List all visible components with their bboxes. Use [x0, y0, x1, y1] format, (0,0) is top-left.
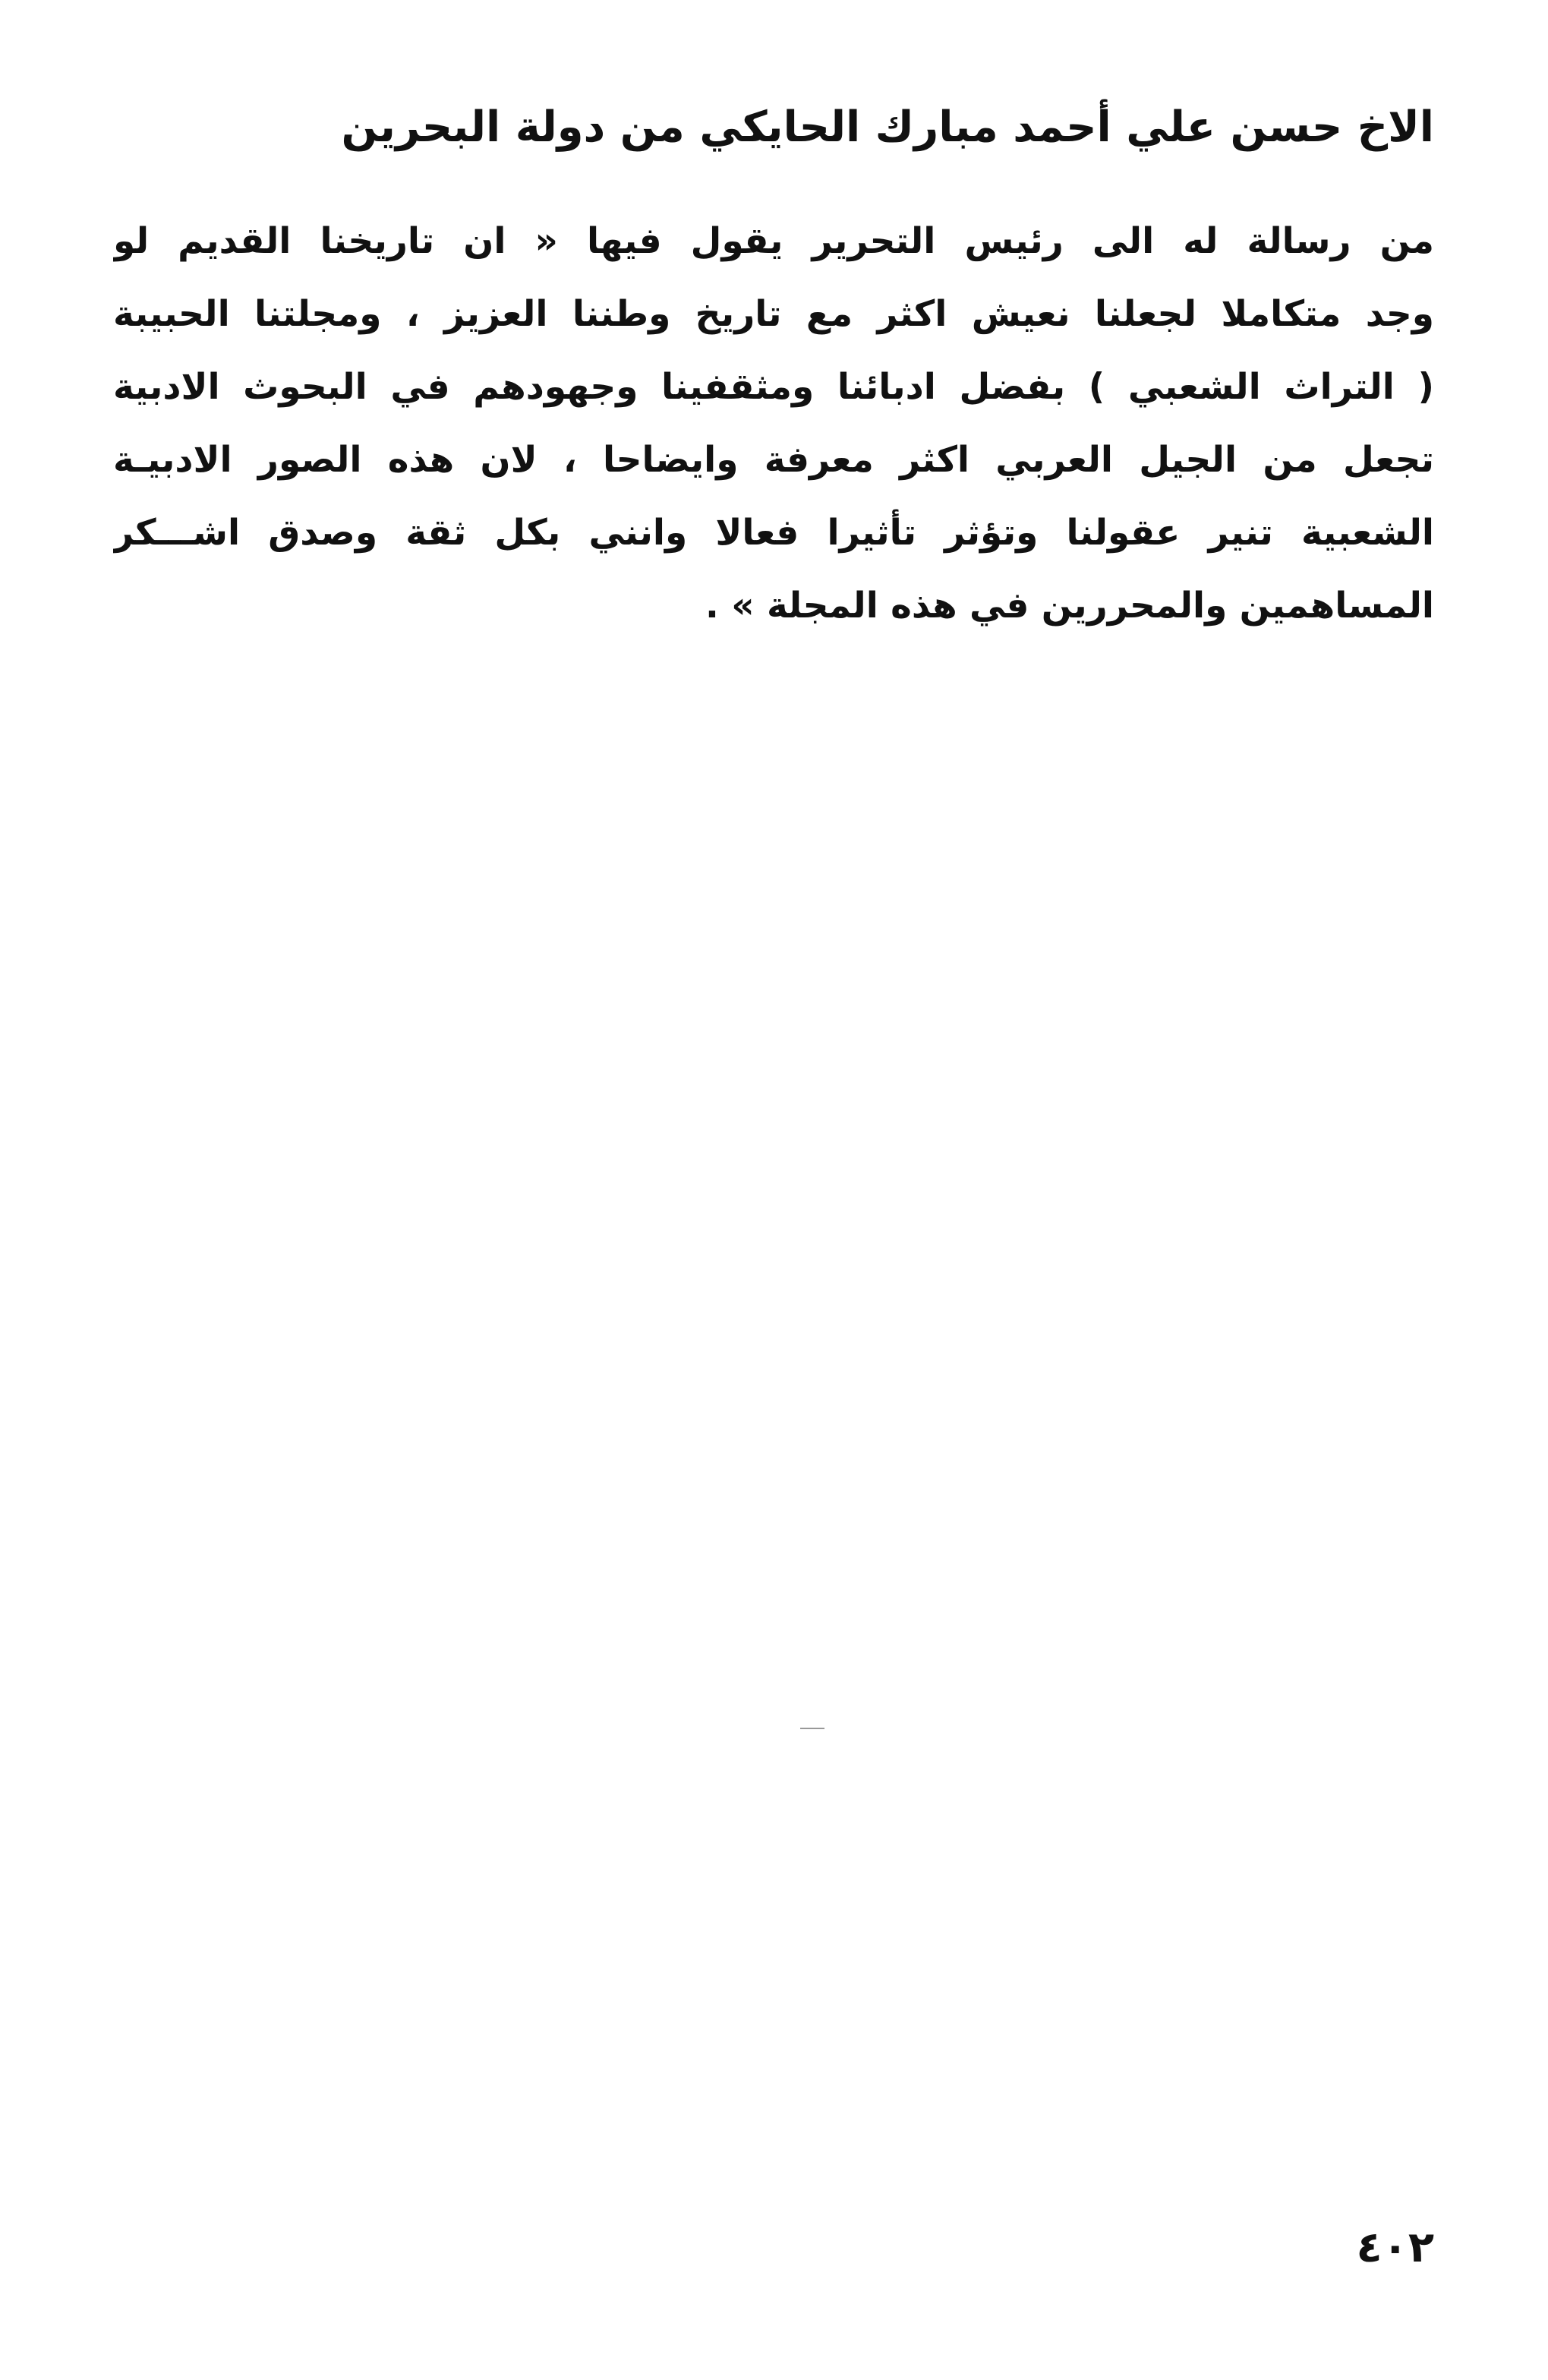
letter-body: [113, 205, 1434, 642]
page-number: ٤٠٢: [1356, 2223, 1434, 2272]
body-line: وجد متكاملا لجعلنا نعيش اكثر مع تاريخ وطننا العزيز ، ومجلتنا الحبيبة: [113, 293, 1434, 335]
letter-heading: الاخ حسن علي أحمد مبارك الحايكي من دولة البحرين: [341, 103, 1434, 152]
divider-mark: [800, 1728, 824, 1729]
body-line: الشعبية تنير عقولنا وتؤثر تأثيرا فعالا وانني بكل ثقة وصدق اشـــكر: [113, 512, 1434, 554]
body-line: ( التراث الشعبي ) بفضل ادبائنا ومثقفينا وجهودهم في البحوث الادبية: [113, 366, 1434, 408]
body-line: من رسالة له الى رئيس التحرير يقول فيها « ان تاريخنا القديم لو: [113, 220, 1434, 262]
body-line: تجعل من الجيل العربي اكثر معرفة وايضاحا ، لان هذه الصور الادبيـة: [113, 439, 1434, 481]
body-line: المساهمين والمحررين في هذه المجلة » .: [705, 585, 1434, 627]
